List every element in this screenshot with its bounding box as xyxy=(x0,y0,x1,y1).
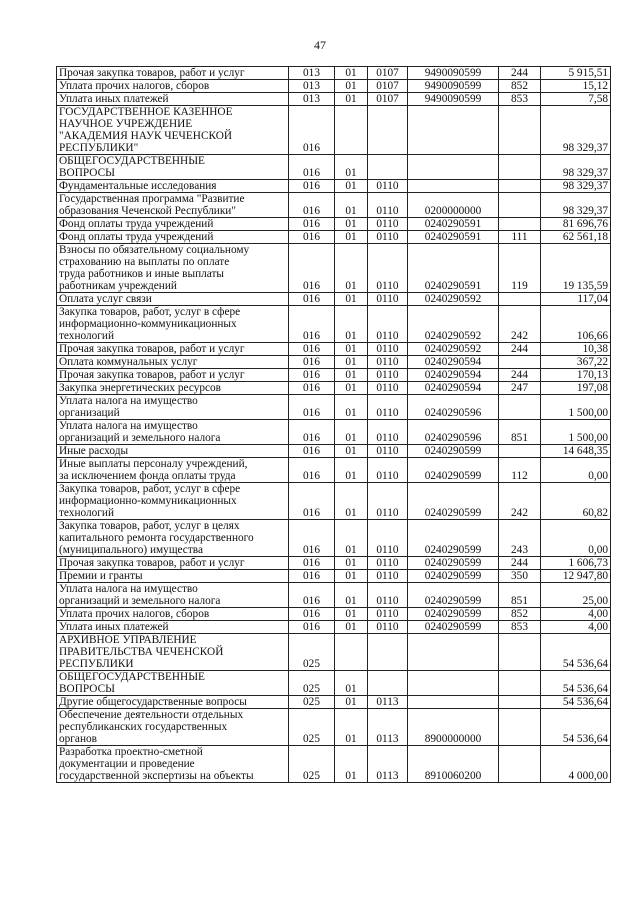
row-rz-cell: 01 xyxy=(335,557,368,570)
row-vr-cell xyxy=(499,356,541,369)
row-rz-cell: 01 xyxy=(335,343,368,356)
row-name-cell: Закупка энергетических ресурсов xyxy=(57,382,289,395)
row-pr-cell: 0113 xyxy=(368,696,408,709)
row-vr-cell: 244 xyxy=(499,557,541,570)
row-sum-cell: 54 536,64 xyxy=(541,671,611,696)
table-row xyxy=(57,356,611,369)
row-sum-cell: 15,12 xyxy=(541,80,611,93)
row-name-cell: Уплата прочих налогов, сборов xyxy=(57,608,289,621)
row-pr-cell: 0110 xyxy=(368,180,408,193)
row-csr-cell: 0240290592 xyxy=(408,293,499,306)
row-sum-cell: 4 000,00 xyxy=(541,746,611,783)
row-ved-cell: 016 xyxy=(289,180,335,193)
row-name-cell: Уплата налога на имущество организаций xyxy=(57,395,289,420)
row-pr-cell: 0110 xyxy=(368,193,408,218)
row-name-cell: ОБЩЕГОСУДАРСТВЕННЫЕ ВОПРОСЫ xyxy=(57,671,289,696)
row-ved-cell: 025 xyxy=(289,634,335,671)
row-name-cell: Закупка товаров, работ, услуг в сфере информационно-коммуникационных технологий xyxy=(57,306,289,343)
row-pr-cell: 0110 xyxy=(368,382,408,395)
row-csr-cell: 0240290594 xyxy=(408,369,499,382)
row-csr-cell: 8910060200 xyxy=(408,746,499,783)
row-sum-cell: 1 500,00 xyxy=(541,395,611,420)
row-rz-cell: 01 xyxy=(335,155,368,180)
row-pr-cell: 0110 xyxy=(368,395,408,420)
row-rz-cell: 01 xyxy=(335,193,368,218)
table-row xyxy=(57,218,611,231)
row-pr-cell: 0110 xyxy=(368,458,408,483)
row-csr-cell: 9490090599 xyxy=(408,93,499,106)
row-pr-cell: 0110 xyxy=(368,557,408,570)
row-name-cell: Оплата коммунальных услуг xyxy=(57,356,289,369)
row-name-cell: АРХИВНОЕ УПРАВЛЕНИЕ ПРАВИТЕЛЬСТВА ЧЕЧЕНСКОЙ РЕСПУБЛИКИ xyxy=(57,634,289,671)
table-row xyxy=(57,244,611,293)
row-sum-cell: 170,13 xyxy=(541,369,611,382)
table-row xyxy=(57,445,611,458)
table-row xyxy=(57,343,611,356)
row-ved-cell: 016 xyxy=(289,395,335,420)
row-rz-cell: 01 xyxy=(335,180,368,193)
row-sum-cell: 106,66 xyxy=(541,306,611,343)
row-ved-cell: 016 xyxy=(289,343,335,356)
row-sum-cell: 81 696,76 xyxy=(541,218,611,231)
row-name-cell: Прочая закупка товаров, работ и услуг xyxy=(57,343,289,356)
row-csr-cell: 0240290592 xyxy=(408,306,499,343)
row-name-cell: Государственная программа "Развитие образования Чеченской Республики" xyxy=(57,193,289,218)
row-pr-cell: 0110 xyxy=(368,520,408,557)
row-vr-cell xyxy=(499,445,541,458)
row-sum-cell: 14 648,35 xyxy=(541,445,611,458)
row-vr-cell: 852 xyxy=(499,80,541,93)
row-vr-cell xyxy=(499,180,541,193)
row-ved-cell: 016 xyxy=(289,608,335,621)
budget-table xyxy=(56,66,611,783)
row-sum-cell: 7,58 xyxy=(541,93,611,106)
row-ved-cell: 016 xyxy=(289,106,335,155)
row-vr-cell xyxy=(499,106,541,155)
row-pr-cell: 0110 xyxy=(368,608,408,621)
row-csr-cell: 0240290599 xyxy=(408,570,499,583)
row-csr-cell: 0240290599 xyxy=(408,458,499,483)
row-name-cell: Обеспечение деятельности отдельных республиканских государственных органов xyxy=(57,709,289,746)
row-csr-cell xyxy=(408,180,499,193)
row-vr-cell: 851 xyxy=(499,420,541,445)
table-row xyxy=(57,306,611,343)
row-rz-cell: 01 xyxy=(335,621,368,634)
table-row xyxy=(57,709,611,746)
row-ved-cell: 016 xyxy=(289,570,335,583)
row-sum-cell: 98 329,37 xyxy=(541,155,611,180)
row-sum-cell: 25,00 xyxy=(541,583,611,608)
row-name-cell: Иные выплаты персоналу учреждений, за исключением фонда оплаты труда xyxy=(57,458,289,483)
table-row xyxy=(57,395,611,420)
row-csr-cell xyxy=(408,155,499,180)
table-row xyxy=(57,634,611,671)
row-csr-cell: 0240290599 xyxy=(408,621,499,634)
row-sum-cell: 367,22 xyxy=(541,356,611,369)
row-rz-cell: 01 xyxy=(335,231,368,244)
row-name-cell: Фундаментальные исследования xyxy=(57,180,289,193)
row-csr-cell: 0240290594 xyxy=(408,356,499,369)
row-csr-cell xyxy=(408,106,499,155)
row-name-cell: Уплата прочих налогов, сборов xyxy=(57,80,289,93)
row-sum-cell: 197,08 xyxy=(541,382,611,395)
row-pr-cell: 0110 xyxy=(368,570,408,583)
row-csr-cell: 0240290599 xyxy=(408,445,499,458)
row-rz-cell: 01 xyxy=(335,218,368,231)
row-sum-cell: 54 536,64 xyxy=(541,634,611,671)
row-rz-cell: 01 xyxy=(335,709,368,746)
row-csr-cell: 0240290599 xyxy=(408,608,499,621)
row-pr-cell: 0113 xyxy=(368,746,408,783)
row-vr-cell xyxy=(499,218,541,231)
row-sum-cell: 117,04 xyxy=(541,293,611,306)
row-sum-cell: 4,00 xyxy=(541,608,611,621)
row-pr-cell: 0110 xyxy=(368,420,408,445)
table-row xyxy=(57,520,611,557)
row-csr-cell: 0240290592 xyxy=(408,343,499,356)
row-ved-cell: 025 xyxy=(289,709,335,746)
row-pr-cell: 0110 xyxy=(368,621,408,634)
table-row xyxy=(57,293,611,306)
row-vr-cell xyxy=(499,696,541,709)
table-row xyxy=(57,583,611,608)
row-name-cell: Фонд оплаты труда учреждений xyxy=(57,231,289,244)
row-name-cell: Уплата налога на имущество организаций и земельного налога xyxy=(57,420,289,445)
row-pr-cell: 0110 xyxy=(368,356,408,369)
row-name-cell: Прочая закупка товаров, работ и услуг xyxy=(57,557,289,570)
row-name-cell: Оплата услуг связи xyxy=(57,293,289,306)
row-ved-cell: 016 xyxy=(289,382,335,395)
table-row xyxy=(57,180,611,193)
row-vr-cell: 350 xyxy=(499,570,541,583)
row-name-cell: ГОСУДАРСТВЕННОЕ КАЗЕННОЕ НАУЧНОЕ УЧРЕЖДЕНИЕ "АКАДЕМИЯ НАУК ЧЕЧЕНСКОЙ РЕСПУБЛИКИ" xyxy=(57,106,289,155)
row-rz-cell: 01 xyxy=(335,93,368,106)
row-name-cell: Премии и гранты xyxy=(57,570,289,583)
row-vr-cell xyxy=(499,395,541,420)
row-name-cell: Уплата иных платежей xyxy=(57,621,289,634)
row-ved-cell: 016 xyxy=(289,483,335,520)
row-ved-cell: 016 xyxy=(289,231,335,244)
row-name-cell: Закупка товаров, работ, услуг в сфере информационно-коммуникационных технологий xyxy=(57,483,289,520)
row-rz-cell: 01 xyxy=(335,356,368,369)
row-pr-cell: 0110 xyxy=(368,583,408,608)
row-rz-cell: 01 xyxy=(335,244,368,293)
row-ved-cell: 016 xyxy=(289,583,335,608)
row-sum-cell: 4,00 xyxy=(541,621,611,634)
row-rz-cell: 01 xyxy=(335,293,368,306)
row-vr-cell xyxy=(499,193,541,218)
budget-table-body xyxy=(57,67,611,783)
table-row xyxy=(57,458,611,483)
row-pr-cell xyxy=(368,106,408,155)
row-csr-cell: 0240290596 xyxy=(408,420,499,445)
table-row xyxy=(57,369,611,382)
row-rz-cell: 01 xyxy=(335,458,368,483)
row-csr-cell: 0240290591 xyxy=(408,231,499,244)
row-sum-cell: 1 500,00 xyxy=(541,420,611,445)
row-vr-cell: 244 xyxy=(499,369,541,382)
row-csr-cell: 0240290599 xyxy=(408,557,499,570)
row-sum-cell: 12 947,80 xyxy=(541,570,611,583)
row-rz-cell xyxy=(335,634,368,671)
row-vr-cell xyxy=(499,746,541,783)
row-ved-cell: 025 xyxy=(289,746,335,783)
row-pr-cell xyxy=(368,671,408,696)
row-pr-cell: 0107 xyxy=(368,80,408,93)
row-ved-cell: 016 xyxy=(289,244,335,293)
row-name-cell: Взносы по обязательному социальному страхованию на выплаты по оплате труда работников и иные выплаты работникам учреждений xyxy=(57,244,289,293)
row-ved-cell: 013 xyxy=(289,93,335,106)
row-pr-cell: 0107 xyxy=(368,67,408,80)
row-rz-cell: 01 xyxy=(335,583,368,608)
row-ved-cell: 016 xyxy=(289,155,335,180)
row-ved-cell: 016 xyxy=(289,420,335,445)
row-pr-cell xyxy=(368,634,408,671)
row-vr-cell: 243 xyxy=(499,520,541,557)
row-rz-cell: 01 xyxy=(335,570,368,583)
row-name-cell: Иные расходы xyxy=(57,445,289,458)
row-vr-cell: 247 xyxy=(499,382,541,395)
row-rz-cell: 01 xyxy=(335,520,368,557)
row-pr-cell: 0113 xyxy=(368,709,408,746)
row-vr-cell xyxy=(499,709,541,746)
row-ved-cell: 016 xyxy=(289,369,335,382)
row-name-cell: Фонд оплаты труда учреждений xyxy=(57,218,289,231)
table-row xyxy=(57,420,611,445)
row-ved-cell: 016 xyxy=(289,621,335,634)
row-sum-cell: 10,38 xyxy=(541,343,611,356)
row-vr-cell: 112 xyxy=(499,458,541,483)
row-csr-cell: 0240290596 xyxy=(408,395,499,420)
row-ved-cell: 016 xyxy=(289,293,335,306)
row-ved-cell: 016 xyxy=(289,356,335,369)
table-row xyxy=(57,570,611,583)
table-row xyxy=(57,231,611,244)
page-number: 47 xyxy=(314,38,326,52)
table-row xyxy=(57,696,611,709)
row-pr-cell: 0110 xyxy=(368,369,408,382)
row-sum-cell: 1 606,73 xyxy=(541,557,611,570)
row-pr-cell: 0110 xyxy=(368,306,408,343)
row-csr-cell: 9490090599 xyxy=(408,80,499,93)
row-rz-cell: 01 xyxy=(335,671,368,696)
row-ved-cell: 016 xyxy=(289,306,335,343)
row-sum-cell: 98 329,37 xyxy=(541,193,611,218)
row-vr-cell: 119 xyxy=(499,244,541,293)
row-sum-cell: 0,00 xyxy=(541,458,611,483)
row-name-cell: Разработка проектно-сметной документации и проведение государственной экспертизы на объекты xyxy=(57,746,289,783)
row-sum-cell: 5 915,51 xyxy=(541,67,611,80)
table-row xyxy=(57,93,611,106)
row-vr-cell xyxy=(499,293,541,306)
row-rz-cell: 01 xyxy=(335,306,368,343)
row-vr-cell: 242 xyxy=(499,483,541,520)
row-csr-cell: 8900000000 xyxy=(408,709,499,746)
row-vr-cell: 853 xyxy=(499,93,541,106)
row-pr-cell: 0107 xyxy=(368,93,408,106)
row-csr-cell: 9490090599 xyxy=(408,67,499,80)
row-name-cell: Прочая закупка товаров, работ и услуг xyxy=(57,67,289,80)
row-pr-cell: 0110 xyxy=(368,343,408,356)
row-csr-cell: 0240290591 xyxy=(408,244,499,293)
table-row xyxy=(57,608,611,621)
row-vr-cell: 244 xyxy=(499,67,541,80)
table-row xyxy=(57,557,611,570)
row-ved-cell: 013 xyxy=(289,80,335,93)
row-rz-cell: 01 xyxy=(335,67,368,80)
row-csr-cell: 0200000000 xyxy=(408,193,499,218)
row-name-cell: ОБЩЕГОСУДАРСТВЕННЫЕ ВОПРОСЫ xyxy=(57,155,289,180)
row-vr-cell: 851 xyxy=(499,583,541,608)
row-rz-cell: 01 xyxy=(335,369,368,382)
table-row xyxy=(57,671,611,696)
row-sum-cell: 60,82 xyxy=(541,483,611,520)
row-ved-cell: 016 xyxy=(289,193,335,218)
table-row xyxy=(57,193,611,218)
row-sum-cell: 98 329,37 xyxy=(541,180,611,193)
row-ved-cell: 016 xyxy=(289,520,335,557)
row-ved-cell: 016 xyxy=(289,218,335,231)
row-csr-cell xyxy=(408,671,499,696)
row-rz-cell: 01 xyxy=(335,395,368,420)
row-name-cell: Уплата налога на имущество организаций и земельного налога xyxy=(57,583,289,608)
row-sum-cell: 54 536,64 xyxy=(541,696,611,709)
table-row xyxy=(57,106,611,155)
row-pr-cell: 0110 xyxy=(368,218,408,231)
row-csr-cell: 0240290599 xyxy=(408,520,499,557)
row-csr-cell: 0240290594 xyxy=(408,382,499,395)
row-name-cell: Уплата иных платежей xyxy=(57,93,289,106)
row-pr-cell: 0110 xyxy=(368,293,408,306)
row-sum-cell: 98 329,37 xyxy=(541,106,611,155)
row-vr-cell xyxy=(499,634,541,671)
row-ved-cell: 025 xyxy=(289,696,335,709)
row-rz-cell: 01 xyxy=(335,696,368,709)
table-row xyxy=(57,483,611,520)
row-sum-cell: 54 536,64 xyxy=(541,709,611,746)
table-row xyxy=(57,382,611,395)
row-rz-cell: 01 xyxy=(335,608,368,621)
row-pr-cell: 0110 xyxy=(368,231,408,244)
row-ved-cell: 016 xyxy=(289,458,335,483)
row-ved-cell: 013 xyxy=(289,67,335,80)
row-csr-cell xyxy=(408,634,499,671)
row-csr-cell xyxy=(408,696,499,709)
table-row xyxy=(57,80,611,93)
row-vr-cell: 242 xyxy=(499,306,541,343)
table-row xyxy=(57,746,611,783)
row-name-cell: Закупка товаров, работ, услуг в целях капитального ремонта государственного (муниципального) имущества xyxy=(57,520,289,557)
row-sum-cell: 19 135,59 xyxy=(541,244,611,293)
row-vr-cell xyxy=(499,671,541,696)
row-rz-cell: 01 xyxy=(335,746,368,783)
row-csr-cell: 0240290599 xyxy=(408,483,499,520)
row-pr-cell: 0110 xyxy=(368,483,408,520)
row-rz-cell: 01 xyxy=(335,445,368,458)
row-sum-cell: 0,00 xyxy=(541,520,611,557)
table-row xyxy=(57,155,611,180)
row-csr-cell: 0240290591 xyxy=(408,218,499,231)
row-csr-cell: 0240290599 xyxy=(408,583,499,608)
table-row xyxy=(57,67,611,80)
row-rz-cell: 01 xyxy=(335,80,368,93)
row-vr-cell: 244 xyxy=(499,343,541,356)
row-sum-cell: 62 561,18 xyxy=(541,231,611,244)
row-ved-cell: 016 xyxy=(289,445,335,458)
row-rz-cell: 01 xyxy=(335,420,368,445)
row-name-cell: Другие общегосударственные вопросы xyxy=(57,696,289,709)
row-rz-cell: 01 xyxy=(335,483,368,520)
row-vr-cell: 111 xyxy=(499,231,541,244)
row-vr-cell xyxy=(499,155,541,180)
table-row xyxy=(57,621,611,634)
row-name-cell: Прочая закупка товаров, работ и услуг xyxy=(57,369,289,382)
row-vr-cell: 852 xyxy=(499,608,541,621)
row-ved-cell: 016 xyxy=(289,557,335,570)
row-pr-cell xyxy=(368,155,408,180)
row-rz-cell xyxy=(335,106,368,155)
row-ved-cell: 025 xyxy=(289,671,335,696)
row-rz-cell: 01 xyxy=(335,382,368,395)
row-pr-cell: 0110 xyxy=(368,244,408,293)
row-vr-cell: 853 xyxy=(499,621,541,634)
row-pr-cell: 0110 xyxy=(368,445,408,458)
